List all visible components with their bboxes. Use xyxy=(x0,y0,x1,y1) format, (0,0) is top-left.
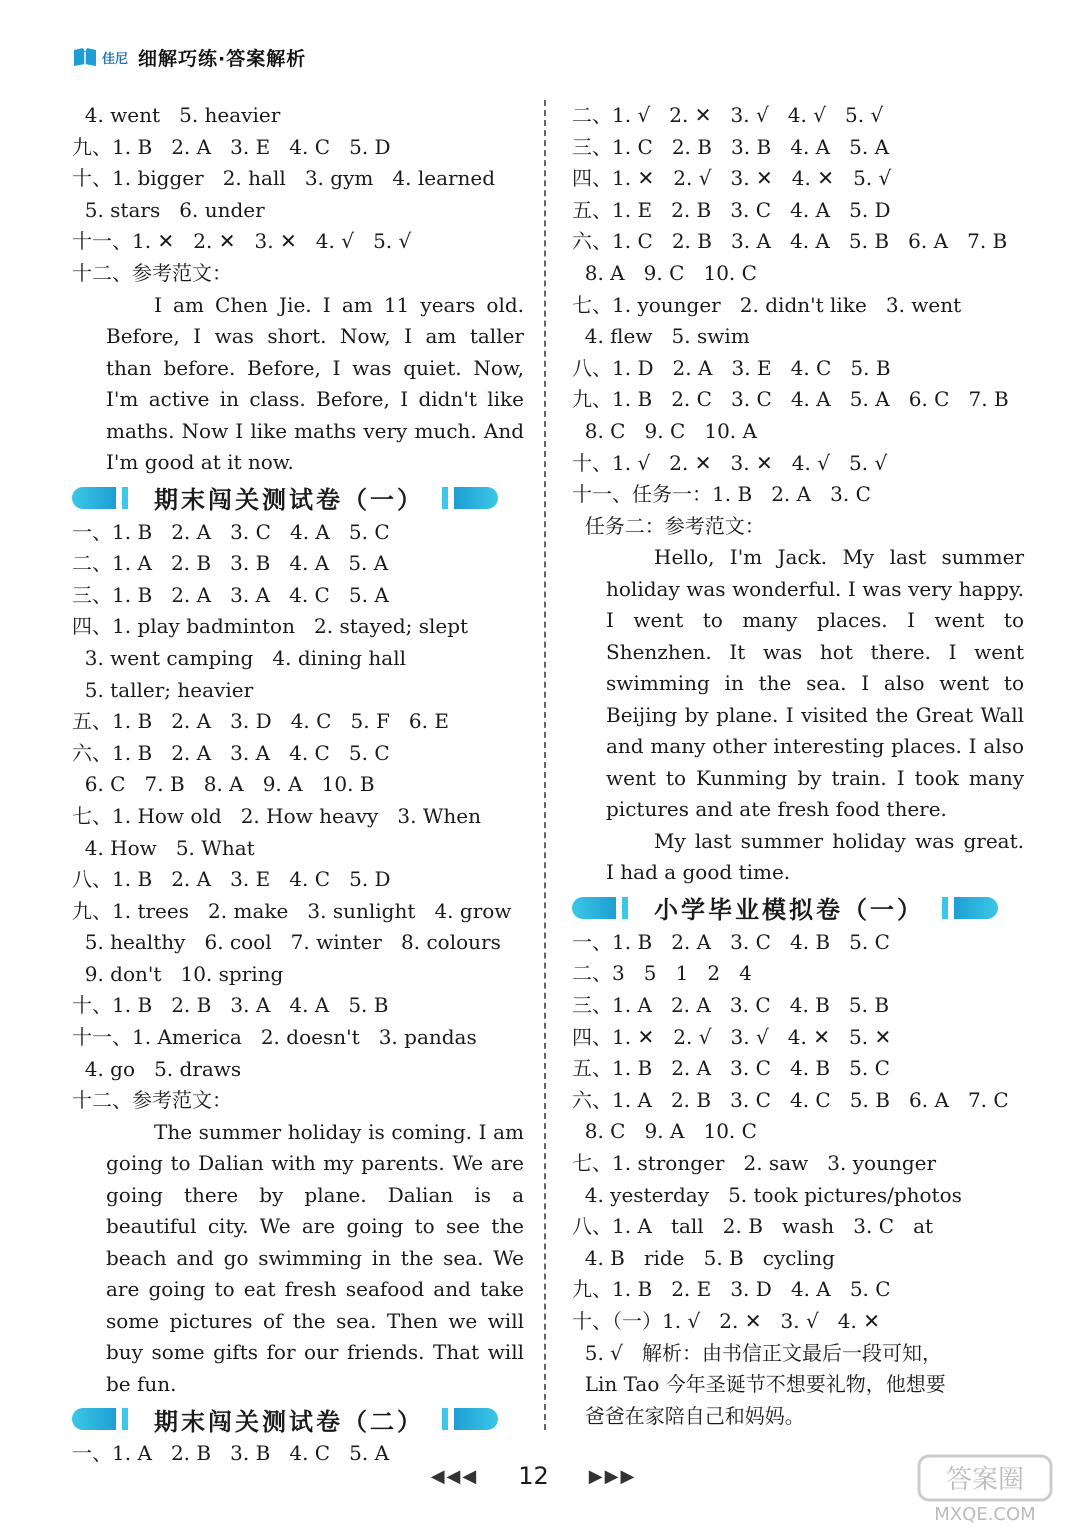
next-page-arrows-icon: ▶▶▶ xyxy=(588,1465,637,1487)
watermark-text: 答案圈 xyxy=(945,1465,1025,1495)
sample-essay: The summer holiday is coming. I am going to Dalian with my parents. We are going there by plane. Dalian is a beautiful city. We are going to see the beach and go swimming in the sea. We are going to eat fresh seafood and take some pictures of the sea. Then we will buy some gifts for our friends. That will be fun. xyxy=(106,1119,524,1396)
sample-essay: I am Chen Jie. I am 11 years old. Before, I was short. Now, I am taller than before. Before, I was quiet. Now, I'm active in class. Before, I didn't like maths. Now I like maths very much. And I'm good at it now. xyxy=(106,292,524,475)
answer-line: 4. go 5. draws xyxy=(72,1056,242,1081)
heading-bar-stripe xyxy=(442,487,448,509)
answer-line: 三、1. A 2. A 3. C 4. B 5. B xyxy=(572,993,890,1017)
section-title: 期末闯关测试卷（一） xyxy=(154,486,424,515)
answer-line: 一、1. B 2. A 3. C 4. B 5. C xyxy=(572,929,890,954)
heading-bar-right xyxy=(954,897,998,919)
answer-line: 七、1. How old 2. How heavy 3. When xyxy=(72,803,482,828)
answer-line: 二、1. √ 2. ✕ 3. √ 4. √ 5. √ xyxy=(572,103,884,127)
left-column xyxy=(72,100,532,1470)
section-title: 期末闯关测试卷（二） xyxy=(154,1407,424,1436)
answer-line: 5. √ 解析：由书信正文最后一段可知， xyxy=(572,1340,942,1365)
answer-line: 八、1. D 2. A 3. E 4. C 5. B xyxy=(572,355,891,380)
watermark-logo xyxy=(909,1450,1059,1530)
column-divider xyxy=(544,100,546,1430)
answer-line: 九、1. B 2. E 3. D 4. A 5. C xyxy=(572,1277,891,1302)
answer-line: 八、1. A tall 2. B wash 3. C at xyxy=(572,1214,934,1239)
answer-line: 4. flew 5. swim xyxy=(572,324,750,349)
prev-page-arrows-icon: ◀◀◀ xyxy=(430,1465,479,1487)
answer-line: 五、1. B 2. A 3. C 4. B 5. C xyxy=(572,1056,890,1081)
answer-line: 5. stars 6. under xyxy=(72,197,265,222)
answer-line: 4. went 5. heavier xyxy=(72,103,281,127)
heading-bar-left xyxy=(72,1408,116,1430)
answer-line: 8. C 9. C 10. A xyxy=(572,418,757,443)
answer-line: 十二、参考范文： xyxy=(72,260,232,285)
answer-line: 4. yesterday 5. took pictures/photos xyxy=(572,1182,962,1207)
answer-line: 六、1. B 2. A 3. A 4. C 5. C xyxy=(72,740,390,765)
answer-line: 九、1. B 2. A 3. E 4. C 5. D xyxy=(72,134,391,159)
watermark-url: MXQE.COM xyxy=(934,1504,1036,1525)
answer-line: 六、1. C 2. B 3. A 4. A 5. B 6. A 7. B xyxy=(572,229,1008,254)
answer-line: 七、1. stronger 2. saw 3. younger xyxy=(572,1150,937,1175)
answer-line: 4. How 5. What xyxy=(72,835,255,860)
answer-line: 4. B ride 5. B cycling xyxy=(572,1245,835,1270)
answer-line: 五、1. B 2. A 3. D 4. C 5. F 6. E xyxy=(72,709,449,734)
answer-line: 三、1. B 2. A 3. A 4. C 5. A xyxy=(72,582,389,607)
answer-line: 三、1. C 2. B 3. B 4. A 5. A xyxy=(572,134,890,159)
answer-line: 十一、1. ✕ 2. ✕ 3. ✕ 4. √ 5. √ xyxy=(72,229,412,254)
section-title: 小学毕业模拟卷（一） xyxy=(654,896,924,925)
heading-bar-stripe xyxy=(122,487,128,509)
heading-bar-stripe xyxy=(122,1408,128,1430)
heading-bar-right xyxy=(454,1408,498,1430)
answer-line: 十、1. B 2. B 3. A 4. A 5. B xyxy=(72,993,389,1018)
answer-line: 十、1. bigger 2. hall 3. gym 4. learned xyxy=(72,166,496,191)
book-logo-icon xyxy=(72,46,98,68)
page-header xyxy=(72,42,306,72)
answer-line: 十一、1. America 2. doesn't 3. pandas xyxy=(72,1025,477,1050)
brand-name: 佳尼 xyxy=(102,51,129,67)
answer-line: 一、1. B 2. A 3. C 4. A 5. C xyxy=(72,519,390,544)
answer-line: 8. C 9. A 10. C xyxy=(572,1119,757,1144)
answer-line: 五、1. E 2. B 3. C 4. A 5. D xyxy=(572,197,891,222)
right-column xyxy=(572,100,1032,1432)
page-number: 12 xyxy=(518,1462,549,1490)
answer-line: 四、1. ✕ 2. √ 3. ✕ 4. ✕ 5. √ xyxy=(572,166,892,191)
answer-line: 9. don't 10. spring xyxy=(72,961,284,986)
sample-essay-closing: My last summer holiday was great. I had a good time. xyxy=(606,828,1024,885)
answer-line: 3. went camping 4. dining hall xyxy=(72,645,406,670)
answer-line: 爸爸在家陪自己和妈妈。 xyxy=(572,1403,805,1428)
answer-line: Lin Tao 今年圣诞节不想要礼物，他想要 xyxy=(572,1372,946,1397)
heading-bar-right xyxy=(454,487,498,509)
answer-line: 四、1. ✕ 2. √ 3. √ 4. ✕ 5. ✕ xyxy=(572,1024,892,1049)
answer-line: 8. A 9. C 10. C xyxy=(572,260,757,285)
page-footer xyxy=(0,1462,1067,1490)
answer-line: 一、1. A 2. B 3. B 4. C 5. A xyxy=(72,1441,390,1466)
answer-line: 十、（一）1. √ 2. ✕ 3. √ 4. ✕ xyxy=(572,1308,880,1333)
book-title: 细解巧练·答案解析 xyxy=(138,47,307,70)
section-heading xyxy=(572,889,1032,927)
answer-line: 十二、参考范文： xyxy=(72,1088,232,1113)
answer-line: 5. taller; heavier xyxy=(72,677,254,702)
answer-line: 九、1. B 2. C 3. C 4. A 5. A 6. C 7. B xyxy=(572,387,1009,412)
answer-line: 七、1. younger 2. didn't like 3. went xyxy=(572,292,962,317)
heading-bar-left xyxy=(72,487,116,509)
heading-bar-stripe xyxy=(622,897,628,919)
answer-line: 九、1. trees 2. make 3. sunlight 4. grow xyxy=(72,898,512,923)
sample-essay: Hello, I'm Jack. My last summer holiday was wonderful. I was very happy. I went to many places. I went to Shenzhen. It was hot there. I went swimming in the sea. I also went to Beijing by plane. I visited the Great Wall and many other interesting places. I also went to Kunming by train. I took many pictures and ate fresh food there. xyxy=(606,545,1024,822)
answer-line: 四、1. play badminton 2. stayed; slept xyxy=(72,614,469,639)
heading-bar-left xyxy=(572,897,616,919)
answer-line: 5. healthy 6. cool 7. winter 8. colours xyxy=(72,930,501,955)
answer-line: 任务二：参考范文： xyxy=(572,513,765,538)
section-heading xyxy=(72,1400,532,1438)
answer-line: 6. C 7. B 8. A 9. A 10. B xyxy=(72,772,375,797)
answer-line: 八、1. B 2. A 3. E 4. C 5. D xyxy=(72,867,391,892)
section-heading xyxy=(72,479,532,517)
heading-bar-stripe xyxy=(942,897,948,919)
answer-line: 十、1. √ 2. ✕ 3. ✕ 4. √ 5. √ xyxy=(572,450,888,475)
answer-line: 六、1. A 2. B 3. C 4. C 5. B 6. A 7. C xyxy=(572,1087,1009,1112)
answer-line: 十一、任务一：1. B 2. A 3. C xyxy=(572,482,871,507)
answer-line: 二、3 5 1 2 4 xyxy=(572,961,752,986)
heading-bar-stripe xyxy=(442,1408,448,1430)
answer-line: 二、1. A 2. B 3. B 4. A 5. A xyxy=(72,551,389,576)
